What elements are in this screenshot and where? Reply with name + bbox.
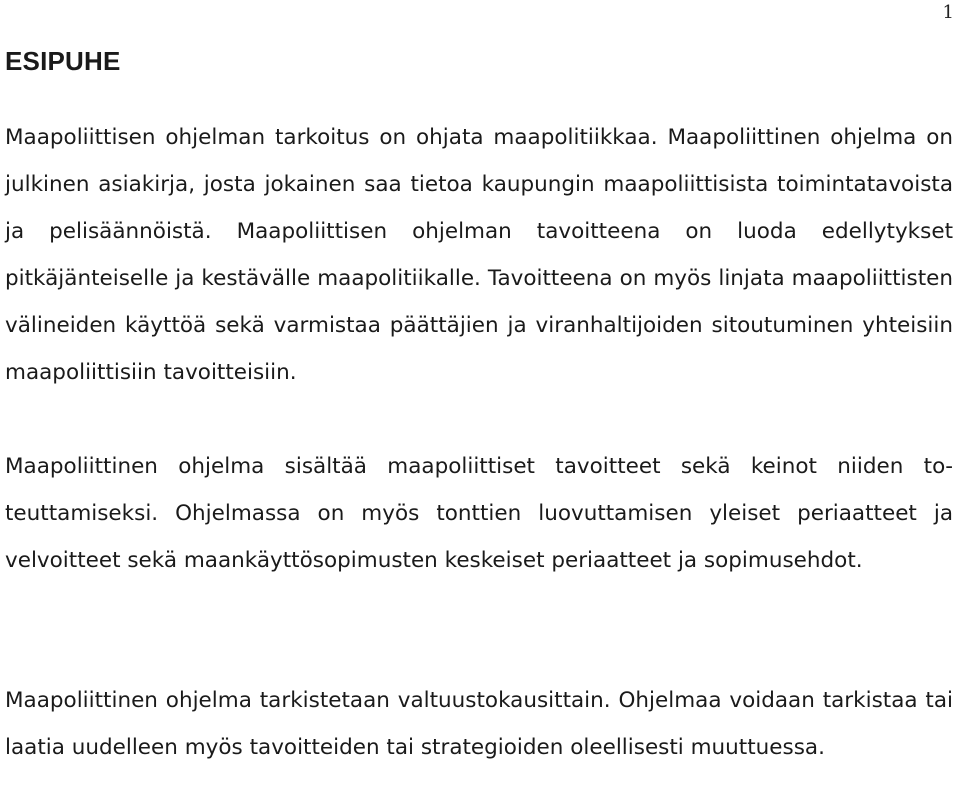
page-number: 1: [942, 2, 954, 23]
paragraph-review: Maapoliittinen ohjelma tarkistetaan valtuustokausittain. Ohjelmaa voidaan tarkistaa tai laatia uudelleen myös tavoitteiden tai strategioiden oleellisesti muuttuessa.: [5, 688, 953, 760]
paragraph-contents: Maapoliittinen ohjelma sisältää maapoliittiset tavoitteet sekä keinot niiden toteuttamiseksi. Ohjelmassa on myös tonttien luovuttamisen yleiset periaatteet ja velvoitteet sekä maankäyttösopimusten keskeiset periaatteet ja sopimusehdot.: [5, 454, 953, 573]
page-title: ESIPUHE: [5, 46, 121, 76]
paragraph-purpose: Maapoliittisen ohjelman tarkoitus on ohjata maapolitiikkaa. Maapoliittinen ohjelma on julkinen asiakirja, josta jokainen saa tietoa kaupungin maapoliittisista toimintatavoista ja pelisäännöistä. Maapoliittisen ohjelman tavoitteena on luoda edellytykset pitkäjänteiselle ja kestävälle maapolitiikalle. Tavoitteena on myös linjata maapoliittisten välineiden käyttöä sekä varmistaa päättäjien ja viranhaltijoiden sitoutuminen yhteisiin maapoliittisiin tavoitteisiin.: [5, 125, 953, 385]
